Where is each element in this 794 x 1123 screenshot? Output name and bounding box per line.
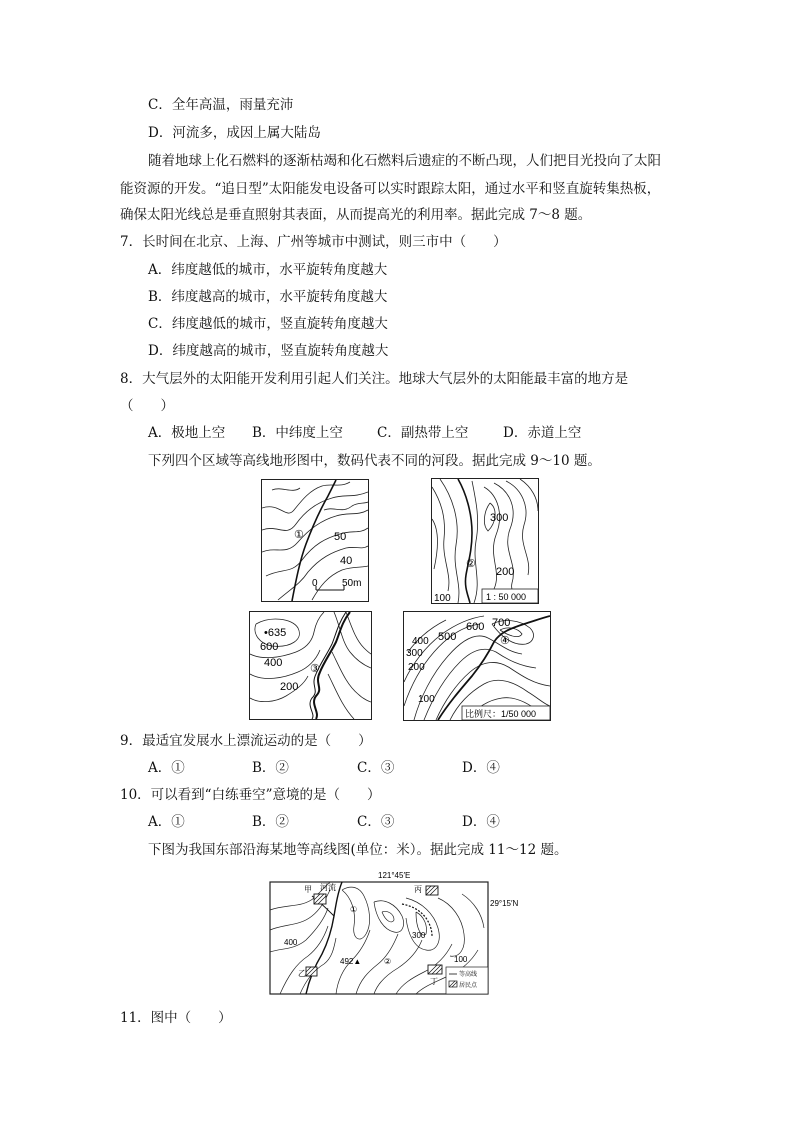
option-9b: B．②: [252, 760, 289, 776]
option-7b: B．纬度越高的城市，水平旋转角度越大: [148, 289, 388, 305]
passage-line-2: 能资源的开发。“追日型”太阳能发电设备可以实时跟踪太阳，通过水平和竖直旋转集热板，: [120, 181, 661, 197]
map1-label-40: 40: [340, 555, 353, 567]
map4-scale: 比例尺：1/50 000: [465, 709, 537, 719]
map4-label-600: 600: [466, 621, 485, 633]
contour-map-2: [431, 478, 539, 604]
map5-label-400: 400: [284, 938, 298, 947]
map4-label-4: ④: [500, 635, 510, 647]
option-10d: D．④: [462, 814, 500, 830]
intro-q11-12: 下图为我国东部沿海某地等高线图(单位：米）。据此完成 11～12 题。: [148, 842, 568, 858]
option-10a: A．①: [148, 814, 185, 830]
map3-label-635: •635: [264, 627, 287, 639]
contour-map-3: [249, 611, 372, 720]
map4-label-500: 500: [438, 631, 457, 643]
option-7c: C．纬度越低的城市，竖直旋转角度越大: [148, 316, 388, 332]
option-8b: B．中纬度上空: [252, 425, 343, 441]
map3-label-400: 400: [264, 657, 283, 669]
map5-label-1: ①: [350, 905, 358, 914]
intro-q9-10: 下列四个区域等高线地形图中，数码代表不同的河段。据此完成 9～10 题。: [148, 453, 601, 469]
map4-label-700: 700: [492, 617, 511, 629]
map5-label-492: 492▲: [340, 957, 362, 966]
option-10c: C．③: [357, 814, 395, 830]
map1-scale-0: 0: [312, 578, 318, 589]
passage-line-3: 确保太阳光线总是垂直照射其表面，从而提高光的利用率。据此完成 7～8 题。: [120, 207, 592, 223]
map2-label-200: 200: [496, 566, 515, 578]
map5-label-river: 河流: [320, 883, 336, 892]
contour-map-4: [403, 611, 551, 721]
map2-label-100: 100: [434, 593, 451, 603]
map5-longitude: 121°45′E: [378, 871, 411, 880]
map5-label-100: 100: [454, 955, 468, 964]
option-9c: C．③: [357, 760, 395, 776]
option-9a: A．①: [148, 760, 185, 776]
map4-label-400: 400: [412, 636, 429, 647]
map5-label-ding: 丁: [430, 977, 438, 986]
map2-label-2: ②: [466, 558, 476, 570]
question-8-blank: （ ）: [120, 398, 174, 414]
map3-label-3: ③: [310, 663, 320, 675]
contour-map-1: [261, 479, 369, 602]
passage-line-1: 随着地球上化石燃料的逐渐枯竭和化石燃料后遗症的不断凸现，人们把目光投向了太阳: [148, 153, 661, 169]
map1-label-1: ①: [294, 529, 304, 541]
question-8: 8．大气层外的太阳能开发利用引起人们关注。地球大气层外的太阳能最丰富的地方是: [120, 371, 629, 387]
option-c-q6: C．全年高温，雨量充沛: [148, 97, 294, 113]
map1-label-50: 50: [334, 531, 347, 543]
map3-label-200: 200: [280, 681, 299, 693]
option-9d: D．④: [462, 760, 500, 776]
option-d-q6: D．河流多，成因上属大陆岛: [148, 125, 321, 141]
option-10b: B．②: [252, 814, 289, 830]
question-11: 11．图中（ ）: [120, 1010, 232, 1026]
map4-label-200: 200: [408, 662, 425, 673]
question-9: 9．最适宜发展水上漂流运动的是（ ）: [120, 733, 372, 749]
map5-label-2: ②: [384, 957, 392, 966]
map2-label-300: 300: [490, 512, 509, 524]
map5-latitude: 29°15′N: [490, 899, 519, 908]
map5-label-300: 300: [412, 931, 426, 940]
map1-scale-50m: 50m: [342, 578, 362, 589]
map4-label-100: 100: [418, 694, 435, 705]
map5-legend-settlement: 居民点: [459, 983, 478, 989]
map5-label-yi: 乙: [298, 969, 306, 978]
map2-scale: 1 : 50 000: [486, 592, 527, 602]
map4-label-300: 300: [406, 648, 423, 659]
option-8a: A．极地上空: [148, 425, 226, 441]
map5-label-bing: 丙: [414, 885, 422, 894]
question-10: 10．可以看到“白练垂空”意境的是（ ）: [120, 787, 381, 803]
map5-label-jia: 甲: [304, 885, 312, 894]
map3-label-600: 600: [260, 641, 279, 653]
option-7d: D．纬度越高的城市，竖直旋转角度越大: [148, 343, 389, 359]
coastal-contour-map: [266, 868, 536, 996]
map5-legend-contour: 等高线: [459, 972, 478, 978]
option-8d: D．赤道上空: [503, 425, 582, 441]
question-7: 7．长时间在北京、上海、广州等城市中测试，则三市中（ ）: [120, 234, 507, 250]
option-8c: C．副热带上空: [377, 425, 469, 441]
option-7a: A．纬度越低的城市，水平旋转角度越大: [148, 262, 388, 278]
